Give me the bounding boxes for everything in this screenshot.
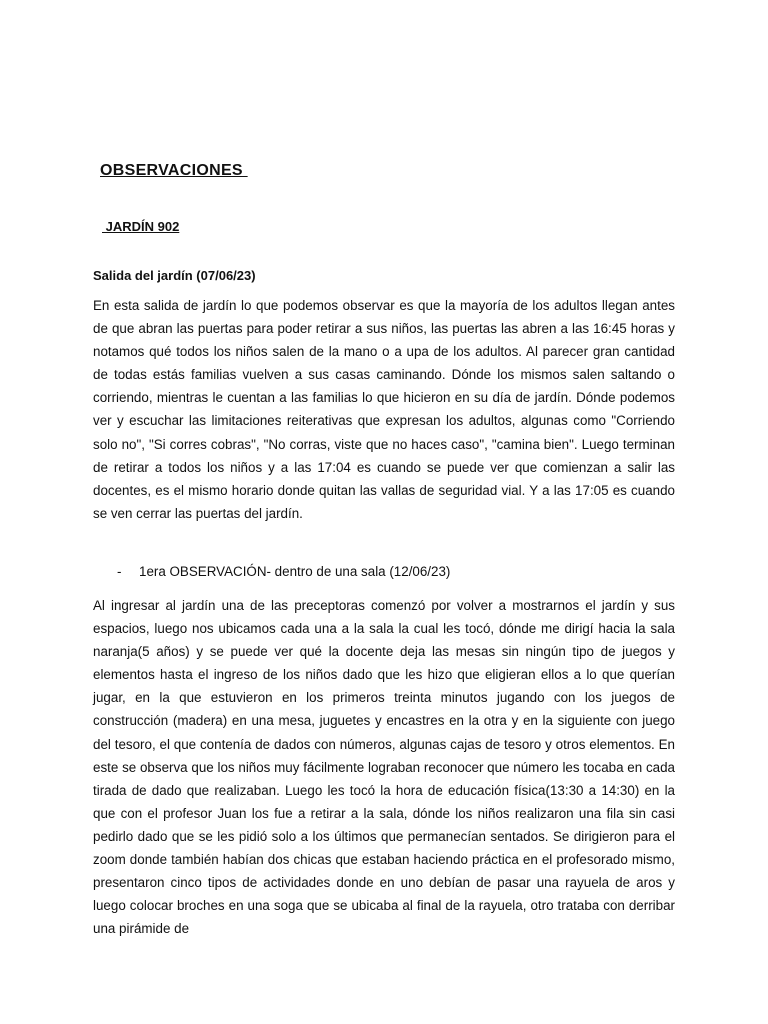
observation-heading: 1era OBSERVACIÓN- dentro de una sala (12/06/23): [139, 564, 451, 579]
paragraph-observacion: Al ingresar al jardín una de las preceptoras comenzó por volver a mostrarnos el jardín y sus espacios, luego nos ubicamos cada una a la sala la cual les tocó, dónde me dirigí hacia la sala naranja(5 años) y se puede ver qué la docente deja las mesas sin ningún tipo de juegos y elementos hasta el ingreso de los niños dado que les hizo que eligieran ellos a lo que querían jugar, en la que estuvieron en los primeros treinta minutos jugando con los juegos de construcción (madera) en una mesa, juguetes y encastres en la otra y en la siguiente con juego del tesoro, el que contenía de dados con números, algunas cajas de tesoro y otros elementos. En este se observa que los niños muy fácilmente lograban reconocer que número les tocaba en cada tirada de dado que realizaban. Luego les tocó la hora de educación física(13:30 a 14:30) en la que con el profesor Juan los fue a retirar a la sala, dónde los niños realizaron una fila sin casi pedirlo dado que se les pidió solo a los últimos que permanecían sentados. Se dirigieron para el zoom donde también habían dos chicas que estaban haciendo práctica en el profesorado mismo, presentaron cinco tipos de actividades donde en uno debían de pasar una rayuela de aros y luego colocar broches en una soga que se ubicaba al final de la rayuela, otro trataba con derribar una pirámide de: [93, 598, 675, 937]
document-subtitle: JARDÍN 902: [102, 219, 180, 234]
observation-list-item: [117, 564, 450, 579]
list-bullet: -: [117, 564, 122, 579]
paragraph-salida: En esta salida de jardín lo que podemos observar es que la mayoría de los adultos llegan antes de que abran las puertas para poder retirar a sus niños, las puertas las abren a las 16:45 horas y notamos qué todos los niños salen de la mano o a upa de los adultos. Al parecer gran cantidad de todas estás familias vuelven a sus casas caminando. Dónde los mismos salen saltando o corriendo, mientras le cuentan a las familias lo que hicieron en su día de jardín. Dónde podemos ver y escuchar las limitaciones reiterativas que expresan los adultos, algunas como "Corriendo solo no", "Si corres cobras", "No corras, viste que no haces caso", "camina bien". Luego terminan de retirar a todos los niños y a las 17:04 es cuando se puede ver que comienzan a salir las docentes, es el mismo horario donde quitan las vallas de seguridad vial. Y a las 17:05 es cuando se ven cerrar las puertas del jardín.: [93, 298, 675, 521]
section-heading-salida: Salida del jardín (07/06/23): [93, 268, 256, 283]
document-title: OBSERVACIONES: [100, 162, 248, 179]
